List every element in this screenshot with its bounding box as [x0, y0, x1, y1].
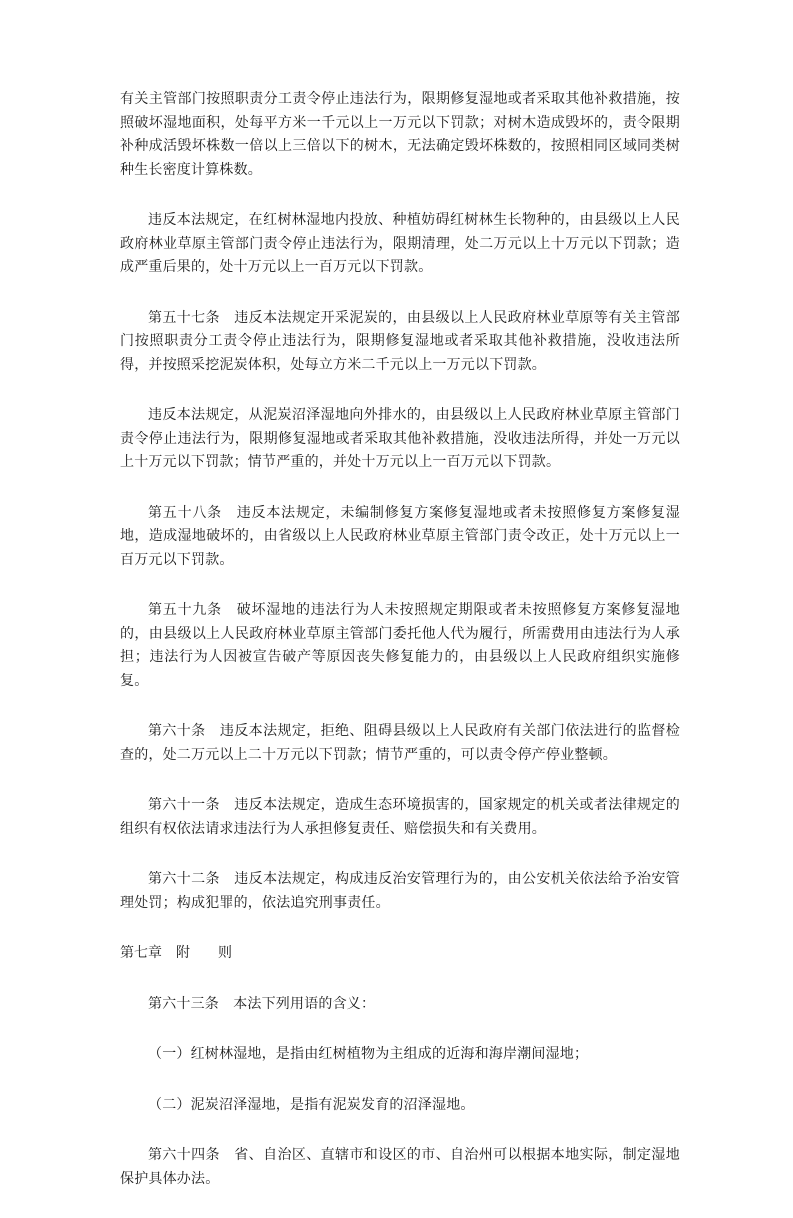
paragraph-definition-mangrove: （一）红树林湿地，是指由红树植物为主组成的近海和海岸潮间湿地； [148, 1046, 589, 1062]
paragraph-article-61: 第六十一条 违反本法规定，造成生态环境损害的，国家规定的机关或者法律规定的组织有权依法请求违法行为人承担修复责任、赔偿损失和有关费用。 [120, 797, 680, 837]
paragraph-mangrove-invasive-species: 违反本法规定，在红树林湿地内投放、种植妨碍红树林生长物种的，由县级以上人民政府林业草原主管部门责令停止违法行为，限期清理，处二万元以上十万元以下罚款；造成严重后果的，处十万元以上一百万元以下罚款。 [120, 212, 680, 275]
paragraph-continued-article-56: 有关主管部门按照职责分工责令停止违法行为，限期修复湿地或者采取其他补救措施，按照破坏湿地面积，处每平方米一千元以上一万元以下罚款；对树木造成毁坏的，责令限期补种成活毁坏株数一倍以上三倍以下的树木，无法确定毁坏株数的，按照相同区域同类树种生长密度计算株数。 [120, 91, 680, 178]
paragraph-article-59: 第五十九条 破坏湿地的违法行为人未按照规定期限或者未按照修复方案修复湿地的，由县级以上人民政府林业草原主管部门委托他人代为履行，所需费用由违法行为人承担；违法行为人因被宣告破产等原因丧失修复能力的，由县级以上人民政府组织实施修复。 [120, 602, 680, 689]
paragraph-peat-drainage: 违反本法规定，从泥炭沼泽湿地向外排水的，由县级以上人民政府林业草原主管部门责令停止违法行为，限期修复湿地或者采取其他补救措施，没收违法所得，并处一万元以上十万元以下罚款；情节严重的，并处十万元以上一百万元以下罚款。 [120, 407, 680, 470]
paragraph-article-58: 第五十八条 违反本法规定，未编制修复方案修复湿地或者未按照修复方案修复湿地，造成湿地破坏的，由省级以上人民政府林业草原主管部门责令改正，处十万元以上一百万元以下罚款。 [120, 504, 680, 568]
paragraph-article-57: 第五十七条 违反本法规定开采泥炭的，由县级以上人民政府林业草原等有关主管部门按照职责分工责令停止违法行为，限期修复湿地或者采取其他补救措施，没收违法所得，并按照采挖泥炭体积，处每立方米二千元以上一万元以下罚款。 [120, 309, 680, 373]
paragraph-article-62: 第六十二条 违反本法规定，构成违反治安管理行为的，由公安机关依法给予治安管理处罚；构成犯罪的，依法追究刑事责任。 [120, 871, 680, 911]
paragraph-article-64: 第六十四条 省、自治区、直辖市和设区的市、自治州可以根据本地实际，制定湿地保护具体办法。 [120, 1147, 680, 1187]
paragraph-article-63: 第六十三条 本法下列用语的含义： [148, 995, 376, 1012]
paragraph-article-60: 第六十条 违反本法规定，拒绝、阻碍县级以上人民政府有关部门依法进行的监督检查的，处二万元以上二十万元以下罚款；情节严重的，可以责令停产停业整顿。 [120, 723, 680, 763]
paragraph-definition-peat: （二）泥炭沼泽湿地，是指有泥炭发育的沼泽湿地。 [148, 1096, 475, 1113]
document-body [120, 88, 680, 1218]
chapter-heading: 第七章 附 则 [120, 945, 232, 961]
